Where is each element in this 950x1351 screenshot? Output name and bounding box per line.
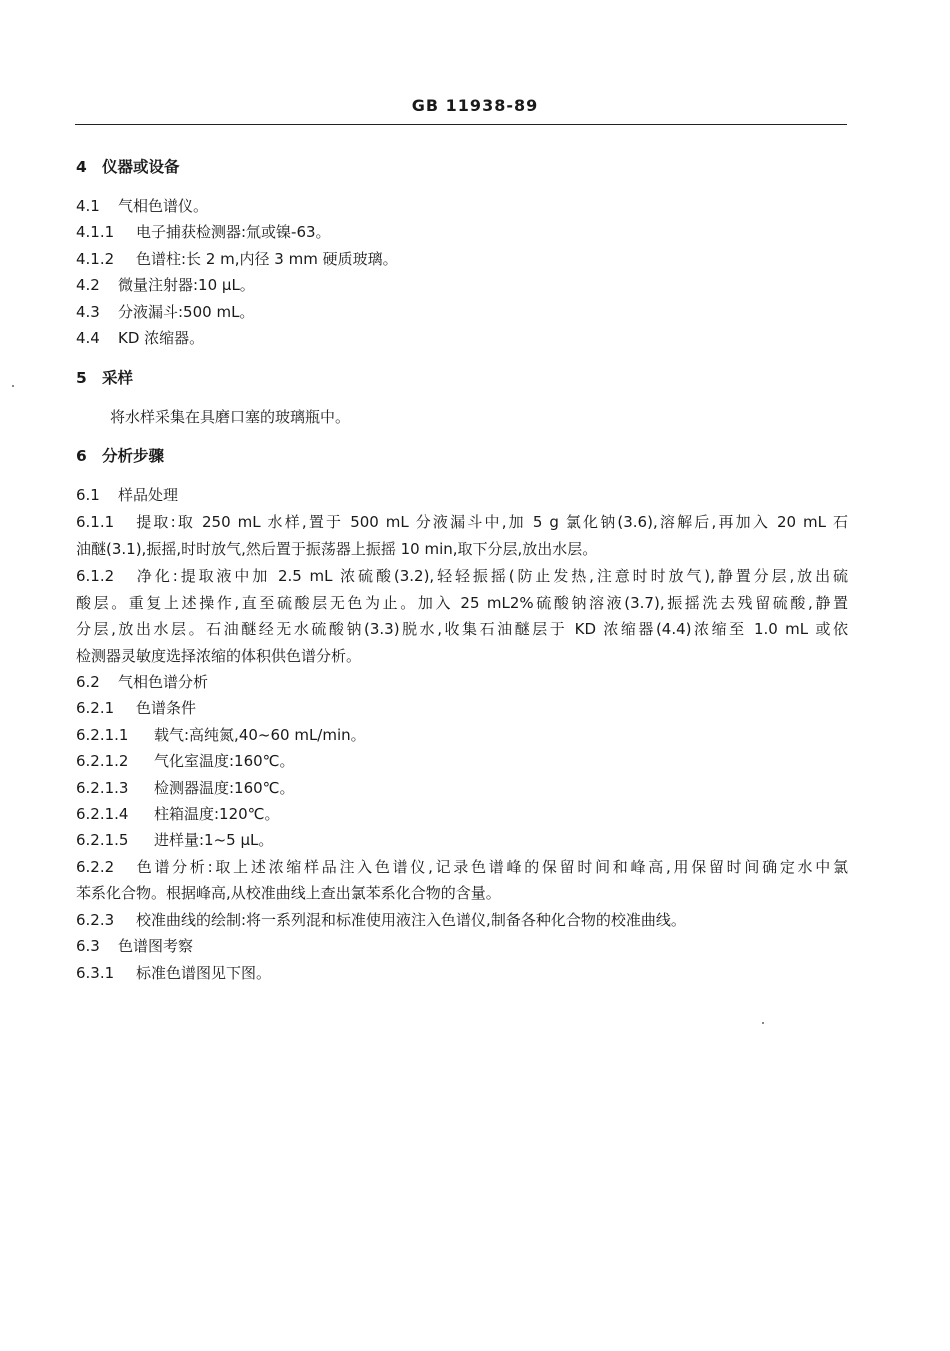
clause-text: 色谱分析:取上述浓缩样品注入色谱仪,记录色谱峰的保留时间和峰高,用保留时间确定水中氯 [134, 858, 848, 876]
section-number: 5 [76, 369, 87, 387]
clause-number: 6.2 [76, 673, 100, 691]
scan-speck [762, 1022, 764, 1024]
clause-number: 4.2 [76, 276, 100, 294]
clause-4-1 [76, 197, 208, 215]
clause-number: 4.3 [76, 303, 100, 321]
clause-6-2-1-1 [76, 726, 366, 744]
section-title: 采样 [102, 369, 134, 387]
clause-text: 电子捕获检测器:氚或镍-63。 [136, 223, 331, 241]
clause-text: 检测器温度:160℃。 [154, 779, 295, 797]
clause-number: 6.2.1.5 [76, 831, 129, 849]
clause-4-1-2 [76, 250, 398, 268]
clause-number: 6.2.1.1 [76, 726, 129, 744]
clause-number: 6.3.1 [76, 964, 115, 982]
clause-6-1-2-line-2: 酸层。重复上述操作,直至硫酸层无色为止。加入 25 mL2%硫酸钠溶液(3.7),振摇洗去残留硫酸,静置 [76, 594, 848, 612]
clause-number: 6.2.1.4 [76, 805, 129, 823]
clause-4-2 [76, 276, 255, 294]
clause-text: 色谱图考察 [118, 937, 194, 955]
clause-text: 标准色谱图见下图。 [136, 964, 272, 982]
clause-6-2-1-2 [76, 752, 295, 770]
clause-4-1-1 [76, 223, 331, 241]
clause-text: 色谱条件 [136, 699, 197, 717]
section-5-heading [76, 369, 133, 387]
scan-speck [12, 385, 14, 387]
clause-text: KD 浓缩器。 [118, 329, 205, 347]
clause-number: 6.2.1 [76, 699, 115, 717]
clause-6-2-1 [76, 699, 196, 717]
clause-text: 校准曲线的绘制:将一系列混和标准使用液注入色谱仪,制备各种化合物的校准曲线。 [136, 911, 686, 929]
clause-text: 进样量:1~5 μL。 [154, 831, 274, 849]
clause-6-2-3 [76, 911, 686, 929]
clause-text: 提取:取 250 mL 水样,置于 500 mL 分液漏斗中,加 5 g 氯化钠(3.6),溶解后,再加入 20 mL 石 [134, 513, 848, 531]
clause-4-4 [76, 329, 204, 347]
clause-number: 4.4 [76, 329, 100, 347]
document-header-code: GB 11938-89 [411, 96, 539, 115]
clause-6-2 [76, 673, 208, 691]
clause-6-1-2-line-3: 分层,放出水层。石油醚经无水硫酸钠(3.3)脱水,收集石油醚层于 KD 浓缩器(4.4)浓缩至 1.0 mL 或依 [76, 620, 848, 638]
clause-6-2-2-line-2: 苯系化合物。根据峰高,从校准曲线上查出氯苯系化合物的含量。 [76, 884, 501, 902]
section-5-body: 将水样采集在具磨口塞的玻璃瓶中。 [110, 408, 351, 426]
clause-6-3-1 [76, 964, 271, 982]
clause-6-3 [76, 937, 193, 955]
clause-text: 微量注射器:10 μL。 [118, 276, 255, 294]
section-number: 6 [76, 447, 87, 465]
section-6-heading [76, 447, 164, 465]
clause-text: 样品处理 [118, 486, 179, 504]
clause-6-1-1-line-2: 油醚(3.1),振摇,时时放气,然后置于振荡器上振摇 10 min,取下分层,放出水层。 [76, 540, 598, 558]
clause-6-2-1-4 [76, 805, 280, 823]
clause-text: 气相色谱仪。 [118, 197, 209, 215]
clause-6-2-1-3 [76, 779, 295, 797]
clause-6-2-1-5 [76, 831, 273, 849]
clause-text: 分液漏斗:500 mL。 [118, 303, 255, 321]
section-number: 4 [76, 158, 87, 176]
clause-text: 气相色谱分析 [118, 673, 209, 691]
clause-text: 载气:高纯氮,40~60 mL/min。 [154, 726, 366, 744]
section-title: 仪器或设备 [102, 158, 180, 176]
clause-number: 6.2.1.2 [76, 752, 129, 770]
clause-number: 6.2.3 [76, 911, 115, 929]
clause-number: 4.1.2 [76, 250, 115, 268]
clause-6-1-2-line-4: 检测器灵敏度选择浓缩的体积供色谱分析。 [76, 647, 362, 665]
clause-4-3 [76, 303, 254, 321]
clause-text: 色谱柱:长 2 m,内径 3 mm 硬质玻璃。 [136, 250, 398, 268]
clause-number: 4.1.1 [76, 223, 115, 241]
clause-text: 柱箱温度:120℃。 [154, 805, 280, 823]
clause-6-1-1-line-1 [76, 513, 848, 531]
clause-6-2-2-line-1 [76, 858, 848, 876]
clause-text: 净化:提取液中加 2.5 mL 浓硫酸(3.2),轻轻振摇(防止发热,注意时时放气),静置分层,放出硫 [134, 567, 848, 585]
clause-6-1 [76, 486, 178, 504]
clause-number: 6.2.1.3 [76, 779, 129, 797]
clause-6-1-2-line-1 [76, 567, 848, 585]
clause-number: 6.3 [76, 937, 100, 955]
clause-number: 6.1.2 [76, 567, 115, 585]
section-title: 分析步骤 [102, 447, 165, 465]
clause-number: 4.1 [76, 197, 100, 215]
clause-number: 6.2.2 [76, 858, 115, 876]
clause-number: 6.1 [76, 486, 100, 504]
header-rule [75, 124, 847, 125]
clause-number: 6.1.1 [76, 513, 115, 531]
section-4-heading [76, 158, 180, 176]
clause-text: 气化室温度:160℃。 [154, 752, 295, 770]
